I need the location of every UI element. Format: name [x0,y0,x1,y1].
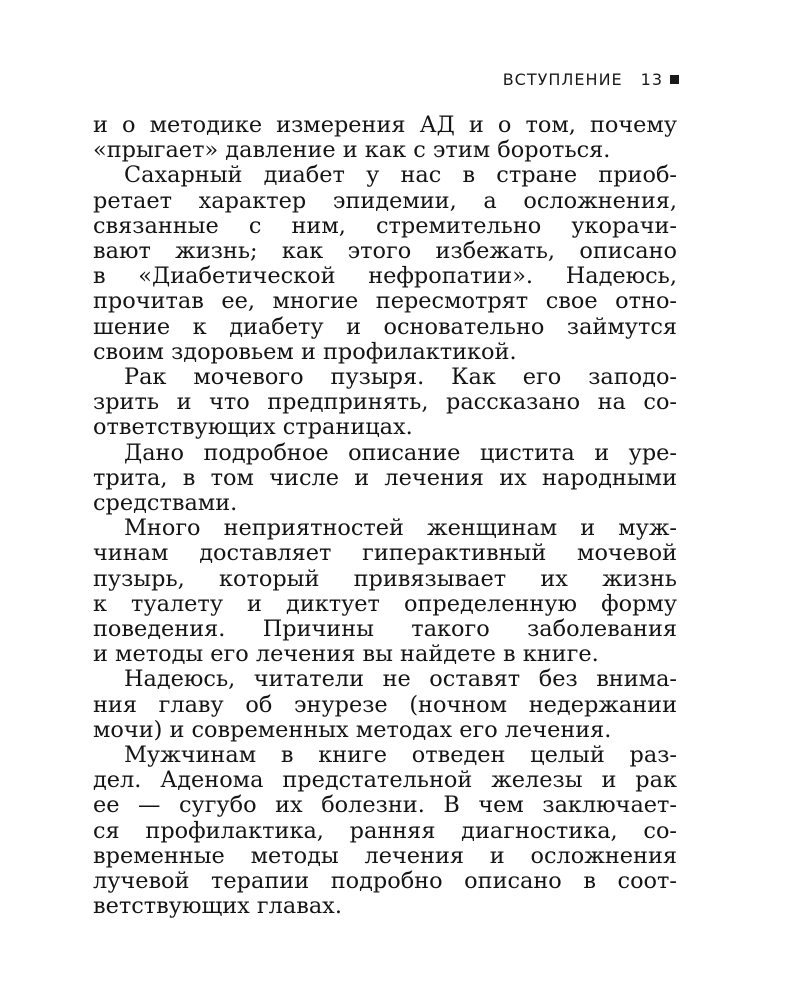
paragraph-line: связанные с ним, стремительно укорачи- [93,212,677,239]
paragraph-line: Дано подробное описание цистита и уре- [124,439,677,466]
paragraph-line: и о методике измерения АД и о том, почему [93,112,677,138]
paragraph-line: Сахарный диабет у нас в стране приоб- [124,162,677,189]
paragraph-line: Рак мочевого пузыря. Как его заподо- [124,364,677,391]
paragraph-line: ся профилактика, ранняя диагностика, со- [93,817,677,844]
running-header [503,70,679,89]
square-marker-icon [670,75,679,84]
paragraph-line: ветствующих главах. [93,893,342,920]
paragraph-line: чинам доставляет гиперактивный мочевой [93,540,677,567]
paragraph-line: ретает характер эпидемии, а осложнения, [93,187,677,214]
paragraph-line: лучевой терапии подробно описано в соот- [93,868,677,895]
paragraph-line: мочи) и современных методах его лечения. [93,716,612,743]
paragraph-line: Много неприятностей женщинам и муж- [124,515,677,542]
section-title: ВСТУПЛЕНИЕ [502,70,623,89]
paragraph-line: «прыгает» давление и как с этим бороться. [93,137,611,164]
paragraph-line: поведения. Причины такого заболевания [93,616,677,643]
paragraph-line: временные методы лечения и осложнения [93,842,677,869]
paragraph-line: в «Диабетической нефропатии». Надеюсь, [93,263,677,290]
paragraph-line: своим здоровьем и профилактикой. [93,338,517,365]
paragraph-line: вают жизнь; как этого избежать, описано [93,238,677,265]
paragraph-line: пузырь, который привязывает их жизнь [93,565,677,592]
paragraph-line: шение к диабету и основательно займутся [93,313,677,340]
paragraph-line: Надеюсь, читатели не оставят без внима- [124,666,677,693]
body-text [93,113,677,920]
paragraph-line: Мужчинам в книге отведен целый раз- [124,742,677,769]
paragraph-line: ния главу об энурезе (ночном недержании [93,691,677,718]
paragraph-line: дел. Аденома предстательной железы и рак [93,767,677,794]
page-number: 13 [640,70,663,89]
paragraph-line: к туалету и диктует определенную форму [93,590,677,617]
paragraph-line: средствами. [93,490,238,517]
paragraph-line: трита, в том числе и лечения их народными [93,464,677,491]
paragraph-line: прочитав ее, многие пересмотрят свое отно- [93,288,677,315]
paragraph-line: зрить и что предпринять, рассказано на со- [93,389,677,416]
paragraph-line: ее — сугубо их болезни. В чем заключает- [93,792,677,819]
paragraph-line: ответствующих страницах. [93,414,413,441]
paragraph-line: и методы его лечения вы найдете в книге. [93,641,599,668]
